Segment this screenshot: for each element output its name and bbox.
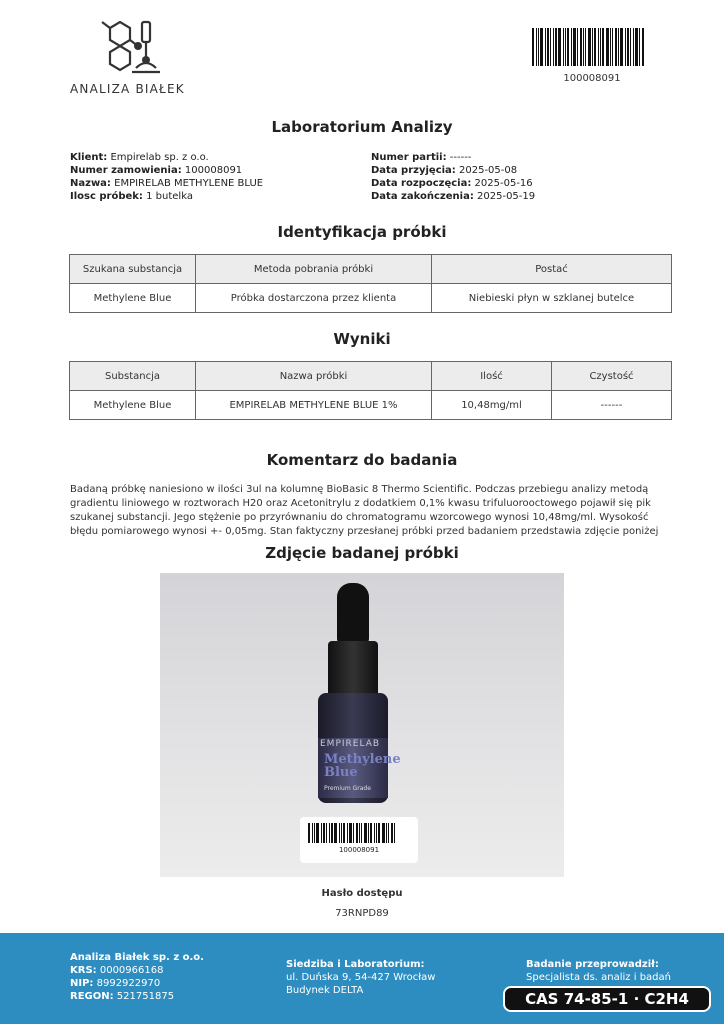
footer-regon: REGON: 521751875 — [70, 991, 175, 1002]
barcode-stripe — [547, 28, 549, 66]
barcode-stripe — [339, 823, 340, 843]
barcode-stripe — [600, 28, 601, 66]
sample-barcode-card — [300, 817, 418, 863]
table-row — [70, 391, 672, 420]
table-header-cell: Czystość — [552, 362, 672, 391]
table-header-cell: Postać — [432, 255, 672, 284]
barcode-stripe — [550, 28, 551, 66]
table-cell: Niebieski płyn w szklanej butelce — [432, 284, 672, 313]
table-header-row — [70, 255, 672, 284]
barcode-stripe — [540, 28, 543, 66]
barcode-stripe — [602, 28, 604, 66]
footer-nip: NIP: 8992922970 — [70, 978, 161, 989]
barcode-stripe — [567, 28, 569, 66]
barcode-stripe — [388, 823, 389, 843]
barcode-stripe — [536, 28, 537, 66]
barcode-stripe — [378, 823, 380, 843]
table-cell: ------ — [552, 391, 672, 420]
order-barcode — [532, 28, 652, 66]
barcode-stripe — [573, 28, 576, 66]
order-barcode-number: 100008091 — [563, 73, 621, 84]
barcode-stripe — [606, 28, 609, 66]
barcode-stripe — [592, 28, 593, 66]
barcode-stripe — [635, 28, 638, 66]
barcode-stripe — [312, 823, 313, 843]
name-row: Nazwa: EMPIRELAB METHYLENE BLUE — [70, 178, 264, 189]
barcode-stripe — [391, 823, 393, 843]
comment-line: gradientu liniowego w roztworach H20 oraz Acetonitrylu z dodatkiem 0,1% kwasu trifuluorooctowego pojawił się pik — [70, 498, 651, 509]
barcode-stripe — [376, 823, 377, 843]
barcode-stripe — [374, 823, 375, 843]
client-info-right — [371, 151, 535, 203]
results-title: Wyniki — [333, 330, 391, 348]
comment-line: Badaną próbkę naniesiono w ilości 3ul na kolumnę BioBasic 8 Thermo Scientific. Podczas przebiegu analizy metodą — [70, 484, 649, 495]
barcode-stripe — [331, 823, 333, 843]
footer-performed-title: Badanie przeprowadził: — [526, 959, 659, 970]
barcode-stripe — [382, 823, 385, 843]
table-header-cell: Nazwa próbki — [196, 362, 432, 391]
barcode-stripe — [532, 28, 534, 66]
barcode-stripe — [633, 28, 634, 66]
barcode-stripe — [386, 823, 387, 843]
client-row: Klient: Empirelab sp. z o.o. — [70, 152, 209, 163]
bottle-cap — [328, 641, 378, 697]
batch-row: Numer partii: ------ — [371, 152, 472, 163]
barcode-stripe — [308, 823, 310, 843]
barcode-stripe — [538, 28, 539, 66]
order-row: Numer zamowienia: 100008091 — [70, 165, 243, 176]
barcode-stripe — [625, 28, 626, 66]
barcode-stripe — [612, 28, 613, 66]
barcode-stripe — [610, 28, 611, 66]
barcode-stripe — [639, 28, 640, 66]
table-header-row — [70, 362, 672, 391]
table-row — [70, 284, 672, 313]
barcode-stripe — [563, 28, 564, 66]
barcode-stripe — [571, 28, 572, 66]
bottle-dropper-bulb — [337, 583, 369, 643]
barcode-stripe — [594, 28, 596, 66]
barcode-stripe — [620, 28, 623, 66]
sample-barcode — [308, 823, 408, 843]
table-cell: Methylene Blue — [70, 284, 196, 313]
barcode-stripe — [316, 823, 319, 843]
identification-table — [69, 254, 672, 313]
sample-barcode-number: 100008091 — [338, 846, 380, 854]
barcode-stripe — [642, 28, 644, 66]
footer — [0, 933, 724, 1024]
molecule-flask-icon — [98, 18, 162, 78]
access-password-value: 73RNPD89 — [335, 908, 389, 919]
footer-hq-title: Siedziba i Laboratorium: — [286, 959, 425, 970]
barcode-stripe — [630, 28, 631, 66]
barcode-stripe — [555, 28, 557, 66]
barcode-stripe — [577, 28, 578, 66]
footer-headquarters — [286, 958, 435, 997]
barcode-stripe — [565, 28, 566, 66]
bottle-grade: Premium Grade — [324, 785, 371, 792]
barcode-stripe — [588, 28, 591, 66]
barcode-stripe — [334, 823, 337, 843]
barcode-stripe — [618, 28, 619, 66]
footer-company-name: Analiza Białek sp. z o.o. — [70, 952, 204, 963]
sample-count-row: Ilosc próbek: 1 butelka — [70, 191, 193, 202]
barcode-stripe — [583, 28, 584, 66]
barcode-stripe — [361, 823, 362, 843]
photo-title: Zdjęcie badanej próbki — [265, 544, 459, 562]
barcode-stripe — [353, 823, 354, 843]
comment-text — [70, 483, 660, 539]
comment-line: błędu pomiarowego wynosi +- 0,05mg. Stan faktyczny przesłanej próbki przed badaniem przedstawia zdjęcie poniżej — [70, 526, 659, 537]
barcode-stripe — [585, 28, 586, 66]
bottle-product-name: Methylene Blue — [324, 752, 401, 780]
table-cell: Próbka dostarczona przez klienta — [196, 284, 432, 313]
barcode-stripe — [347, 823, 348, 843]
page-title: Laboratorium Analizy — [271, 118, 453, 136]
barcode-stripe — [323, 823, 325, 843]
footer-performed-by — [526, 958, 671, 984]
barcode-stripe — [326, 823, 327, 843]
comment-line: szukanej substancji. Jego stężenie po przyrównaniu do chromatogramu wzorcowego wynosi 10,48mg/ml. Wysokość — [70, 512, 649, 523]
access-password-label: Hasło dostępu — [321, 888, 403, 899]
footer-company — [70, 951, 204, 1003]
barcode-stripe — [368, 823, 369, 843]
barcode-stripe — [580, 28, 582, 66]
bottle-brand: EMPIRELAB — [320, 739, 381, 749]
table-cell: 10,48mg/ml — [432, 391, 552, 420]
table-header-cell: Metoda pobrania próbki — [196, 255, 432, 284]
company-name: ANALIZA BIAŁEK — [70, 82, 185, 96]
sample-photo — [160, 573, 564, 877]
table-header-cell: Ilość — [432, 362, 552, 391]
end-date-row: Data zakończenia: 2025-05-19 — [371, 191, 536, 202]
company-logo — [70, 18, 200, 98]
barcode-stripe — [394, 823, 395, 843]
barcode-stripe — [321, 823, 322, 843]
barcode-stripe — [553, 28, 554, 66]
table-header-cell: Substancja — [70, 362, 196, 391]
barcode-stripe — [329, 823, 330, 843]
barcode-stripe — [341, 823, 342, 843]
barcode-stripe — [370, 823, 372, 843]
barcode-stripe — [359, 823, 360, 843]
barcode-stripe — [343, 823, 345, 843]
comment-title: Komentarz do badania — [266, 451, 458, 469]
footer-hq-building: Budynek DELTA — [286, 985, 364, 996]
barcode-stripe — [349, 823, 352, 843]
barcode-stripe — [356, 823, 358, 843]
barcode-stripe — [314, 823, 315, 843]
footer-krs: KRS: 0000966168 — [70, 965, 164, 976]
barcode-stripe — [627, 28, 629, 66]
barcode-stripe — [558, 28, 561, 66]
barcode-stripe — [598, 28, 599, 66]
footer-hq-address: ul. Duńska 9, 54-427 Wrocław — [286, 972, 436, 983]
barcode-stripe — [545, 28, 546, 66]
results-table — [69, 361, 672, 420]
barcode-stripe — [364, 823, 367, 843]
footer-performed-role: Specjalista ds. analiz i badań — [526, 972, 671, 983]
identification-title: Identyfikacja próbki — [277, 223, 447, 241]
table-header-cell: Szukana substancja — [70, 255, 196, 284]
client-info-left — [70, 151, 263, 203]
start-date-row: Data rozpoczęcia: 2025-05-16 — [371, 178, 533, 189]
received-date-row: Data przyjęcia: 2025-05-08 — [371, 165, 518, 176]
table-cell: EMPIRELAB METHYLENE BLUE 1% — [196, 391, 432, 420]
cas-badge: CAS 74-85-1 · C2H4 — [503, 986, 711, 1012]
table-cell: Methylene Blue — [70, 391, 196, 420]
barcode-stripe — [615, 28, 617, 66]
